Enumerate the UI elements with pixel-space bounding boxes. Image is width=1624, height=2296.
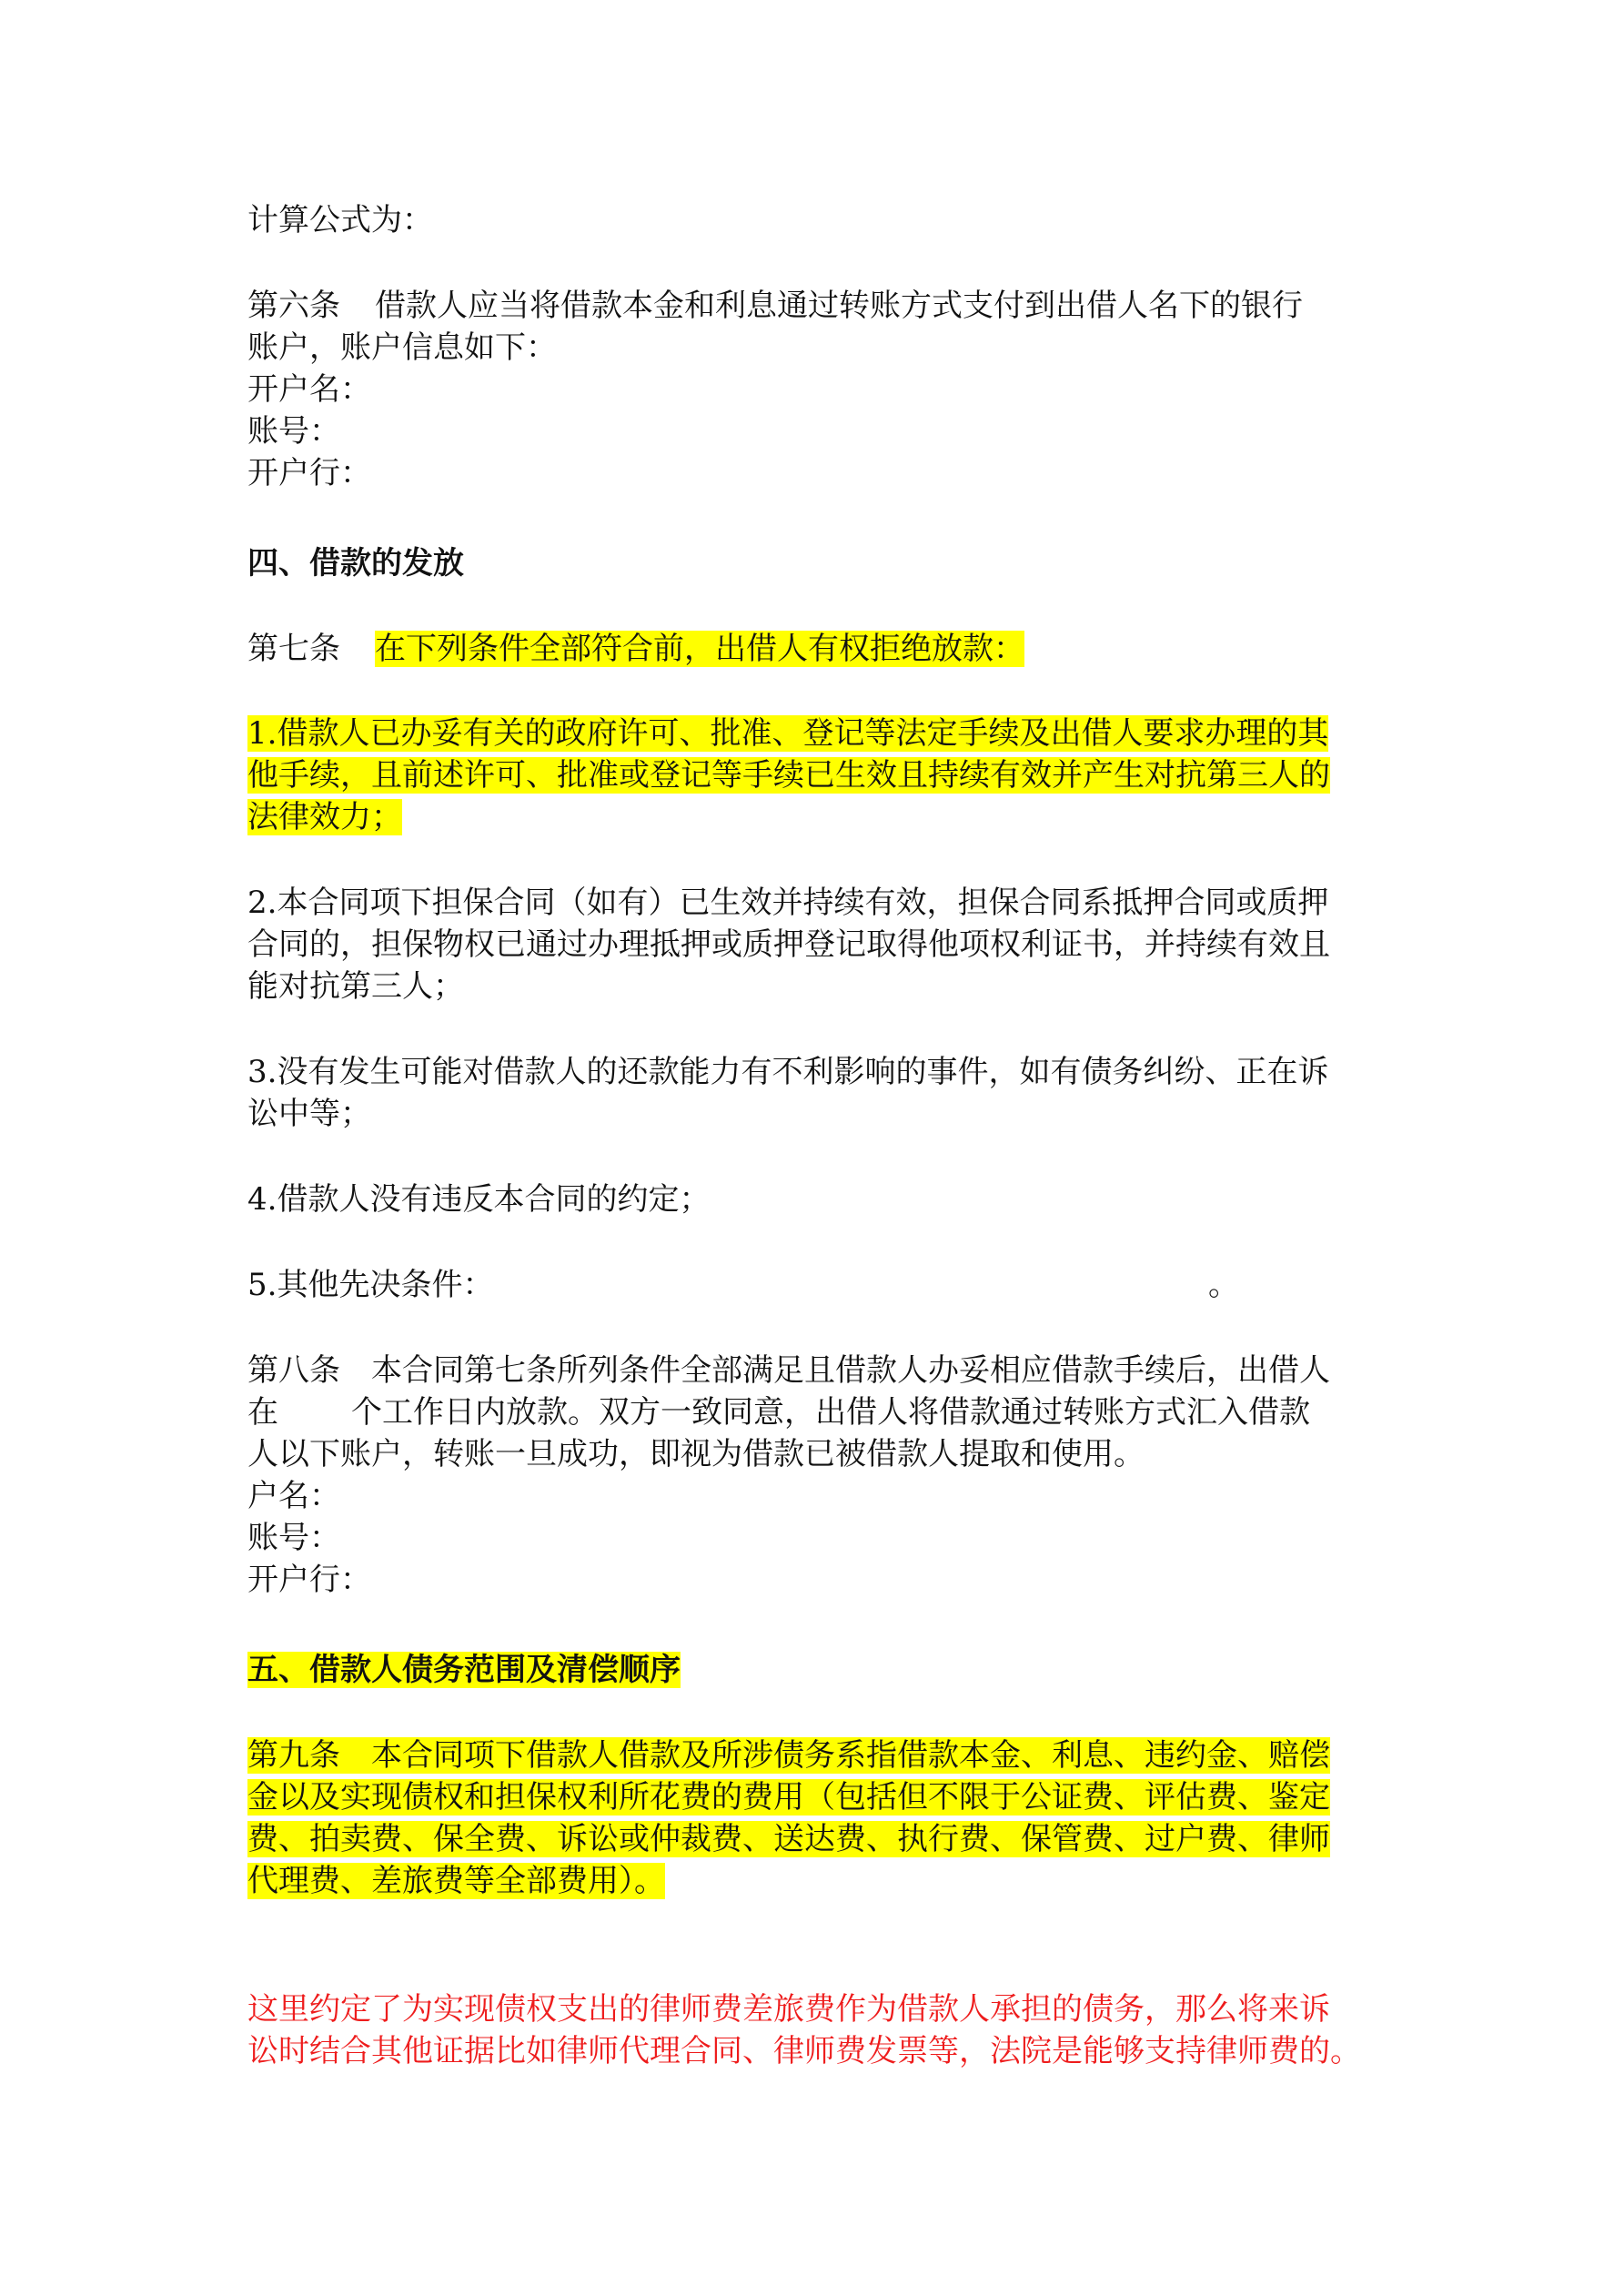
article-6-bank: 开户行： — [247, 455, 371, 491]
article-8-line-2: 在 个工作日内放款。双方一致同意，出借人将借款通过转账方式汇入借款 — [247, 1394, 1310, 1431]
article-9-line-1: 第九条 本合同项下借款人借款及所涉债务系指借款本金、利息、违约金、赔偿 — [247, 1737, 1330, 1774]
article-6-account-number: 账号： — [247, 413, 340, 450]
article-7-line — [247, 628, 1024, 670]
condition-2-line-2: 合同的，担保物权已通过办理抵押或质押登记取得他项权利证书，并持续有效且 — [247, 926, 1330, 963]
article-6-text: 借款人应当将借款本金和利息通过转账方式支付到出借人名下的银行 — [375, 288, 1303, 324]
article-6-line-2: 账户，账户信息如下： — [247, 329, 557, 366]
condition-5-line: 5.其他先决条件： — [247, 1267, 494, 1303]
article-9-line-2: 金以及实现债权和担保权利所花费的费用（包括但不限于公证费、评估费、鉴定 — [247, 1779, 1330, 1816]
section-4-title: 四、借款的发放 — [247, 545, 464, 582]
article-8-bank: 开户行： — [247, 1562, 371, 1598]
condition-1-line-1: 1.借款人已办妥有关的政府许可、批准、登记等法定手续及出借人要求办理的其 — [247, 715, 1329, 752]
condition-3-line-2: 讼中等； — [247, 1096, 371, 1132]
article-7-label: 第七条 — [247, 631, 340, 667]
condition-1-line-2: 他手续，且前述许可、批准或登记等手续已生效且持续有效并产生对抗第三人的 — [247, 757, 1330, 794]
article-6-account-name: 开户名： — [247, 371, 371, 408]
condition-3-line-1: 3.没有发生可能对借款人的还款能力有不利影响的事件，如有债务纠纷、正在诉 — [247, 1054, 1329, 1090]
condition-5-end: 。 — [1208, 1267, 1239, 1303]
article-7-text: 在下列条件全部符合前，出借人有权拒绝放款： — [375, 631, 1024, 667]
article-9-line-4: 代理费、差旅费等全部费用）。 — [247, 1863, 665, 1899]
condition-2-line-3: 能对抗第三人； — [247, 968, 464, 1005]
article-9-line-3: 费、拍卖费、保全费、诉讼或仲裁费、送达费、执行费、保管费、过户费、律师 — [247, 1821, 1330, 1857]
article-8-account-name: 户名： — [247, 1478, 340, 1514]
formula-line: 计算公式为： — [247, 202, 433, 238]
condition-1-line-3: 法律效力； — [247, 799, 402, 835]
article-8-line-3: 人以下账户，转账一旦成功，即视为借款已被借款人提取和使用。 — [247, 1436, 1145, 1472]
article-8-account-number: 账号： — [247, 1520, 340, 1556]
condition-2-line-1: 2.本合同项下担保合同（如有）已生效并持续有效，担保合同系抵押合同或质押 — [247, 885, 1329, 921]
section-5-title: 五、借款人债务范围及清偿顺序 — [247, 1652, 681, 1688]
article-6-line-1 — [247, 285, 1303, 327]
article-8-line-1: 第八条 本合同第七条所列条件全部满足且借款人办妥相应借款手续后，出借人 — [247, 1352, 1330, 1389]
note-line-2: 讼时结合其他证据比如律师代理合同、律师费发票等，法院是能够支持律师费的。 — [247, 2033, 1361, 2069]
condition-4-line: 4.借款人没有违反本合同的约定； — [247, 1181, 711, 1218]
note-line-1: 这里约定了为实现债权支出的律师费差旅费作为借款人承担的债务，那么将来诉 — [247, 1991, 1330, 2028]
article-6-label: 第六条 — [247, 288, 340, 324]
